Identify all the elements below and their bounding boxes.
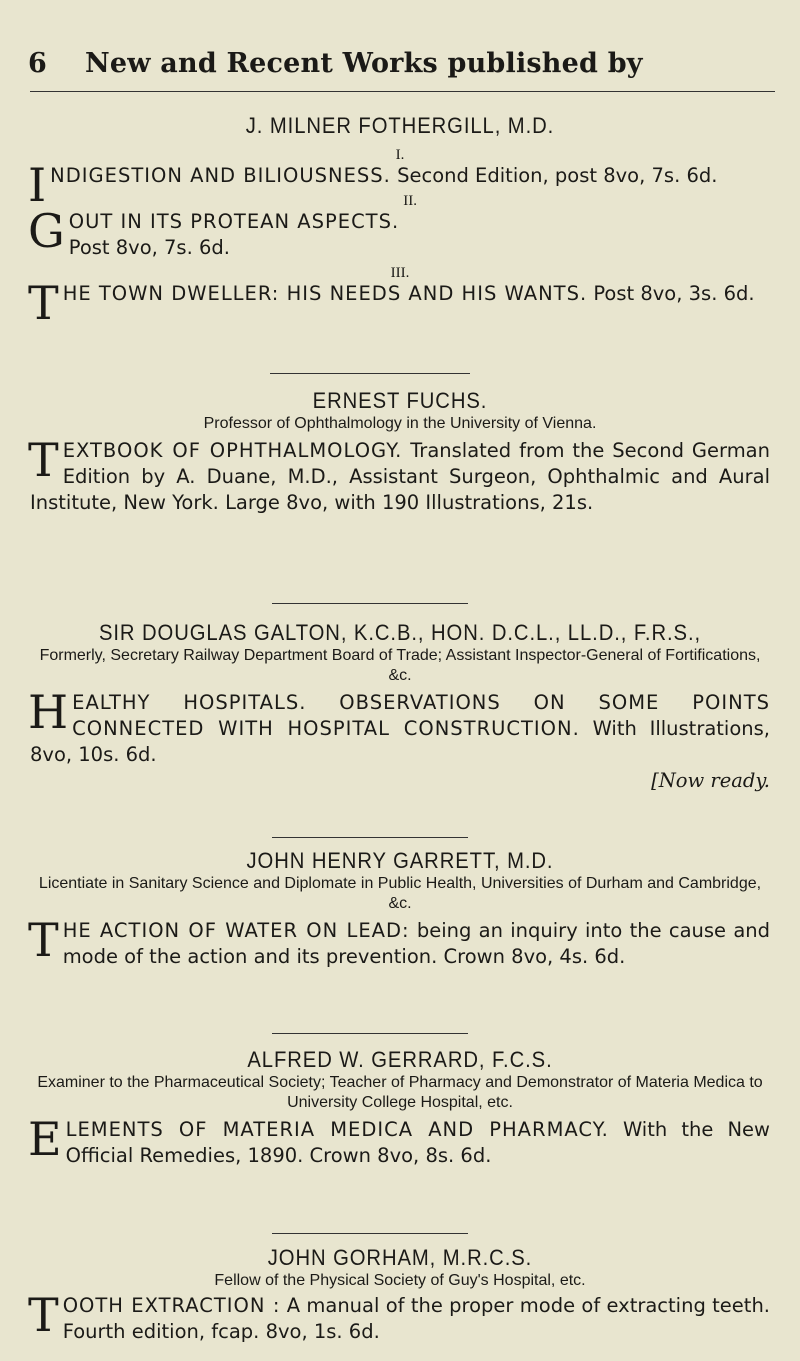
book-title: NDIGESTION AND BILIOUSNESS. xyxy=(50,164,391,187)
section-divider xyxy=(272,603,468,604)
author-credential: Formerly, Secretary Railway Department Board of Trade; Assistant Inspector-General of Fortifications, &c. xyxy=(39,647,761,684)
book-details: With Illustrations, 8vo, 10s. 6d. xyxy=(30,717,770,766)
section-fothergill xyxy=(28,113,770,330)
book-details: Post 8vo, 7s. 6d. xyxy=(68,236,230,259)
book-title: HE ACTION OF WATER ON LEAD: xyxy=(62,919,410,942)
section-divider xyxy=(272,837,468,838)
entry-numeral: III. xyxy=(390,265,410,281)
book-entry xyxy=(28,204,770,261)
section-gerrard xyxy=(30,1047,770,1169)
author-name: ALFRED W. GERRARD, F.C.S. xyxy=(247,1047,553,1072)
book-details: Translated from the Second German Edition by A. Duane, M.D., Assistant Surgeon, Ophthalmic and Aural Institute, New York. Large 8vo, with 190 Illustrations, 21s. xyxy=(30,439,770,514)
entry-numeral: I. xyxy=(395,147,405,163)
author-name: JOHN GORHAM, M.R.C.S. xyxy=(267,1245,533,1270)
drop-initial: E xyxy=(28,1112,62,1166)
book-details: A manual of the proper mode of extracting teeth. Fourth edition, fcap. 8vo, 1s. 6d. xyxy=(62,1294,770,1343)
drop-initial: H xyxy=(28,685,69,739)
drop-initial: I xyxy=(28,158,47,212)
author-credential: Licentiate in Sanitary Science and Diplomate in Public Health, Universities of Durham and Cambridge, &c. xyxy=(38,875,762,912)
book-entry xyxy=(28,1112,770,1169)
author-credential: Fellow of the Physical Society of Guy's Hospital, etc. xyxy=(214,1272,586,1289)
book-entry xyxy=(28,1288,770,1345)
section-gorham xyxy=(30,1245,770,1345)
availability-note: [Now ready. xyxy=(651,769,770,792)
author-credential: Examiner to the Pharmaceutical Society; Teacher of Pharmacy and Demonstrator of Materia Medica to University College Hospital, etc. xyxy=(37,1074,763,1111)
section-fuchs xyxy=(30,388,770,516)
drop-initial: T xyxy=(28,433,59,487)
page-number: 6 xyxy=(28,48,47,79)
book-title: OUT IN ITS PROTEAN ASPECTS. xyxy=(68,210,400,233)
section-divider xyxy=(272,1033,468,1034)
drop-initial: T xyxy=(28,1288,59,1342)
page-header xyxy=(28,48,778,88)
book-details: Post 8vo, 3s. 6d. xyxy=(593,282,755,305)
section-divider xyxy=(272,1233,468,1234)
header-rule xyxy=(30,91,775,92)
author-name: SIR DOUGLAS GALTON, K.C.B., HON. D.C.L., LL.D., F.R.S., xyxy=(98,620,702,645)
book-title: LEMENTS OF MATERIA MEDICA AND PHARMACY. xyxy=(65,1118,609,1141)
book-title: EXTBOOK OF OPHTHALMOLOGY. xyxy=(62,439,403,462)
book-entry xyxy=(28,433,770,516)
author-credential: Professor of Ophthalmology in the University of Vienna. xyxy=(203,415,597,432)
entry-numeral: II. xyxy=(403,193,417,209)
book-title: OOTH EXTRACTION : xyxy=(62,1294,281,1317)
book-details: With the New Official Remedies, 1890. Crown 8vo, 8s. 6d. xyxy=(65,1118,770,1167)
book-details: being an inquiry into the cause and mode of the action and its prevention. Crown 8vo, 4s. 6d. xyxy=(62,919,771,968)
section-galton xyxy=(30,620,770,794)
section-garrett xyxy=(30,848,770,970)
book-title: EALTHY HOSPITALS. OBSERVATIONS ON SOME POINTS CONNECTED WITH HOSPITAL CONSTRUCTION. xyxy=(72,691,770,740)
book-details: Second Edition, post 8vo, 7s. 6d. xyxy=(397,164,718,187)
drop-initial: T xyxy=(28,913,59,967)
running-title: New and Recent Works published by xyxy=(85,48,643,79)
drop-initial: T xyxy=(28,276,59,330)
author-name: JOHN HENRY GARRETT, M.D. xyxy=(246,848,554,873)
book-title: HE TOWN DWELLER: HIS NEEDS AND HIS WANTS. xyxy=(62,282,588,305)
section-divider xyxy=(270,373,470,374)
book-entry xyxy=(28,685,770,768)
author-name: ERNEST FUCHS. xyxy=(312,388,488,413)
author-name: J. MILNER FOTHERGILL, M.D. xyxy=(245,113,555,138)
book-entry xyxy=(28,913,771,970)
drop-initial: G xyxy=(28,204,65,258)
book-entry xyxy=(28,276,770,330)
